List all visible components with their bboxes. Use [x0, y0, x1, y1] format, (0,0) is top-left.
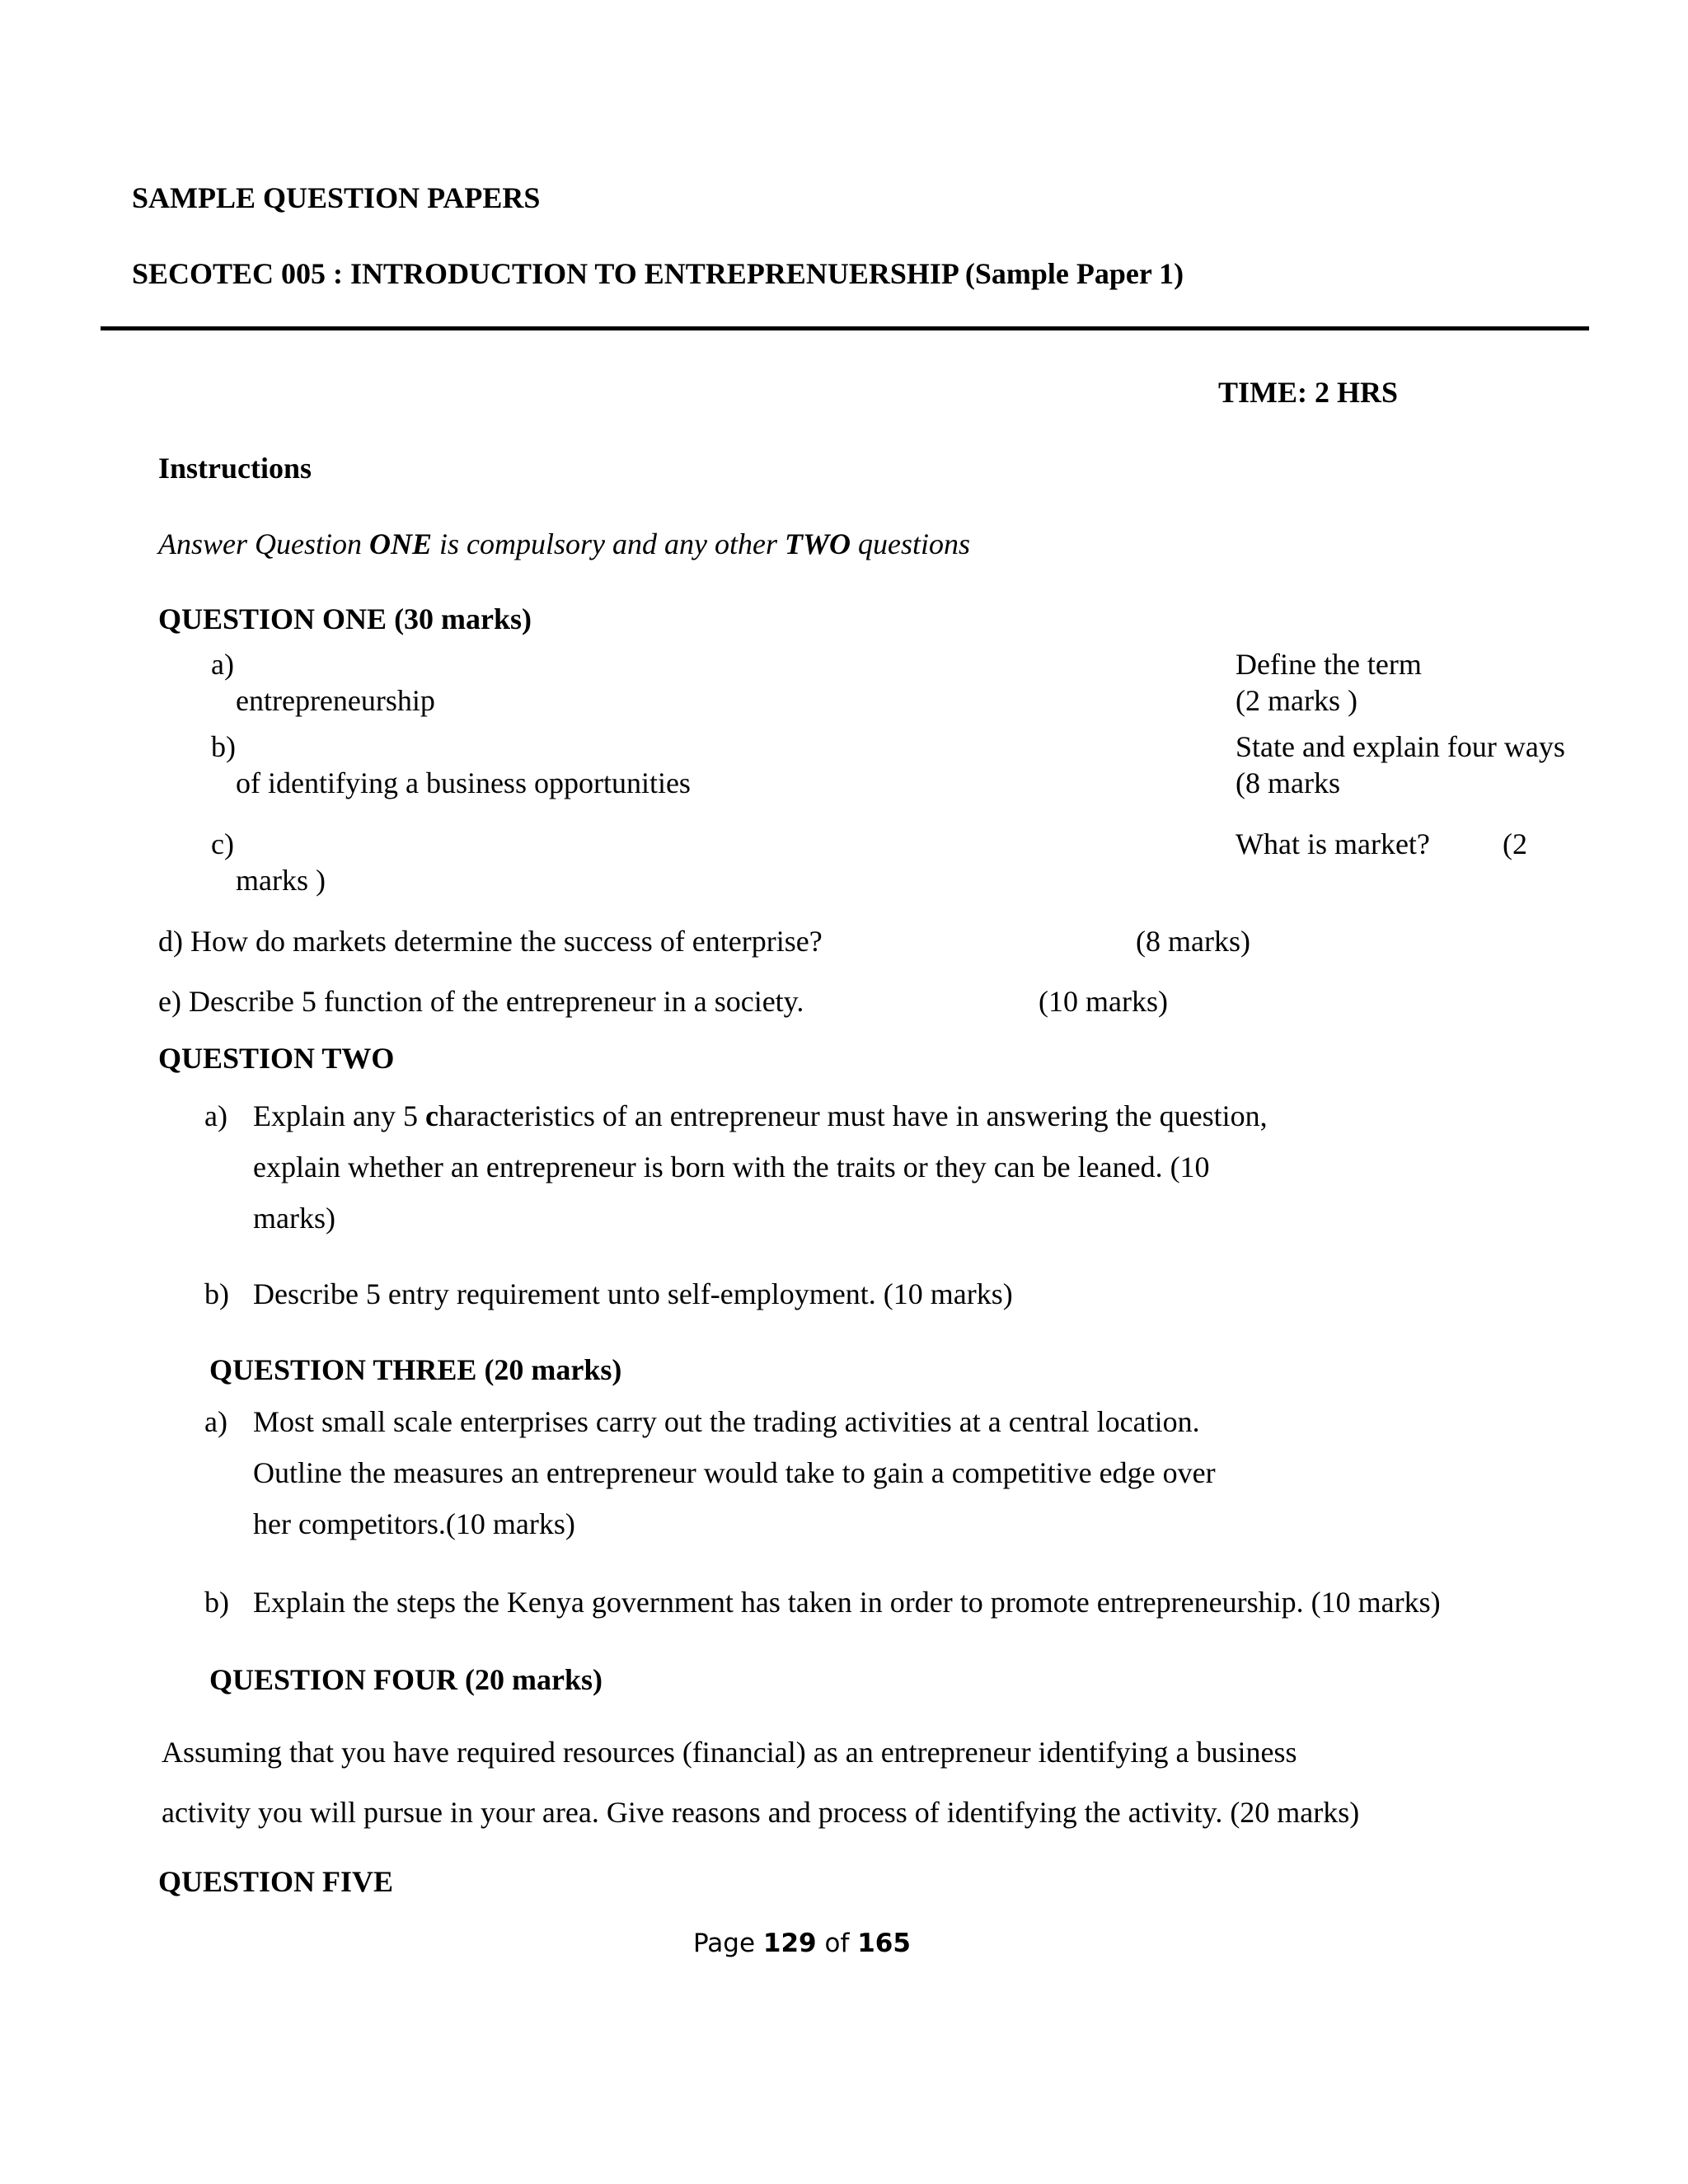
- footer-of-word: of: [816, 1929, 858, 1958]
- q1-b-label: b): [211, 730, 236, 763]
- question-five-heading: QUESTION FIVE: [158, 1865, 394, 1898]
- footer-total-pages: 165: [857, 1929, 911, 1958]
- instructions-text-part3: questions: [850, 527, 970, 560]
- q2-a-line1-pre: Explain any 5: [253, 1099, 425, 1132]
- q3-a-line2: Outline the measures an entrepreneur would take to gain a competitive edge over: [253, 1456, 1216, 1489]
- question-three-heading: QUESTION THREE (20 marks): [209, 1353, 622, 1386]
- q2-a-line3: marks): [253, 1202, 335, 1235]
- question-four-heading: QUESTION FOUR (20 marks): [209, 1663, 603, 1696]
- q2-a-line1-post: haracteristics of an entrepreneur must have in answering the question,: [438, 1099, 1268, 1132]
- q3-a-label: a): [204, 1405, 227, 1438]
- footer-page-number: 129: [762, 1929, 817, 1958]
- q3-a-line3: her competitors.(10 marks): [253, 1507, 575, 1540]
- instructions-text-part2: is compulsory and any other: [432, 527, 785, 560]
- q2-b-label: b): [204, 1277, 229, 1310]
- instructions-heading: Instructions: [158, 452, 312, 485]
- exam-time: TIME: 2 HRS: [1218, 376, 1399, 409]
- q1-a-marks: (2 marks ): [1236, 684, 1357, 717]
- course-title: SECOTEC 005 : INTRODUCTION TO ENTREPRENUERSHIP (Sample Paper 1): [132, 257, 1184, 290]
- q1-d-text: d) How do markets determine the success of enterprise?: [158, 925, 823, 958]
- q4-line1: Assuming that you have required resources (financial) as an entrepreneur identifying a business: [162, 1736, 1297, 1769]
- q3-a-line1: Most small scale enterprises carry out the trading activities at a central location.: [253, 1405, 1200, 1438]
- q2-a-line2: explain whether an entrepreneur is born with the traits or they can be leaned. (10: [253, 1151, 1210, 1183]
- question-one-heading: QUESTION ONE (30 marks): [158, 602, 532, 635]
- q1-a-text: Define the term: [1236, 648, 1422, 681]
- q2-b-text: Describe 5 entry requirement unto self-employment. (10 marks): [253, 1277, 1013, 1310]
- q1-a-continuation: entrepreneurship: [236, 684, 435, 717]
- q1-b-continuation: of identifying a business opportunities: [236, 766, 691, 799]
- q1-c-continuation: marks ): [236, 864, 326, 897]
- q1-b-text: State and explain four ways: [1236, 730, 1565, 763]
- q1-d-marks: (8 marks): [1136, 925, 1250, 958]
- question-two-heading: QUESTION TWO: [158, 1042, 395, 1075]
- q2-a-line1-bold: c: [424, 1099, 438, 1132]
- q3-b-text: Explain the steps the Kenya government has taken in order to promote entrepreneurship. (10 marks): [253, 1586, 1441, 1619]
- q1-b-marks: (8 marks: [1236, 766, 1340, 799]
- q1-e-text: e) Describe 5 function of the entrepreneur in a society.: [158, 985, 804, 1018]
- paper-title: SAMPLE QUESTION PAPERS: [132, 181, 541, 214]
- q4-line2: activity you will pursue in your area. Give reasons and process of identifying the activity. (20 marks): [162, 1796, 1360, 1829]
- q1-c-text: What is market?: [1236, 827, 1430, 860]
- instructions-emphasis-two: TWO: [784, 527, 851, 560]
- q1-a-label: a): [211, 648, 234, 681]
- q2-a-line1: [253, 1098, 1268, 1134]
- footer-page-word: Page: [693, 1929, 763, 1958]
- q1-c-label: c): [211, 827, 234, 860]
- q1-c-marks-start: (2: [1503, 827, 1527, 860]
- page-number-footer: [693, 1929, 911, 1958]
- q1-e-marks: (10 marks): [1039, 985, 1168, 1018]
- header-divider: [101, 326, 1589, 330]
- q3-b-label: b): [204, 1586, 229, 1619]
- instructions-text: [158, 526, 970, 562]
- instructions-text-part1: Answer Question: [158, 527, 369, 560]
- q2-a-label: a): [204, 1099, 227, 1132]
- instructions-emphasis-one: ONE: [369, 527, 433, 560]
